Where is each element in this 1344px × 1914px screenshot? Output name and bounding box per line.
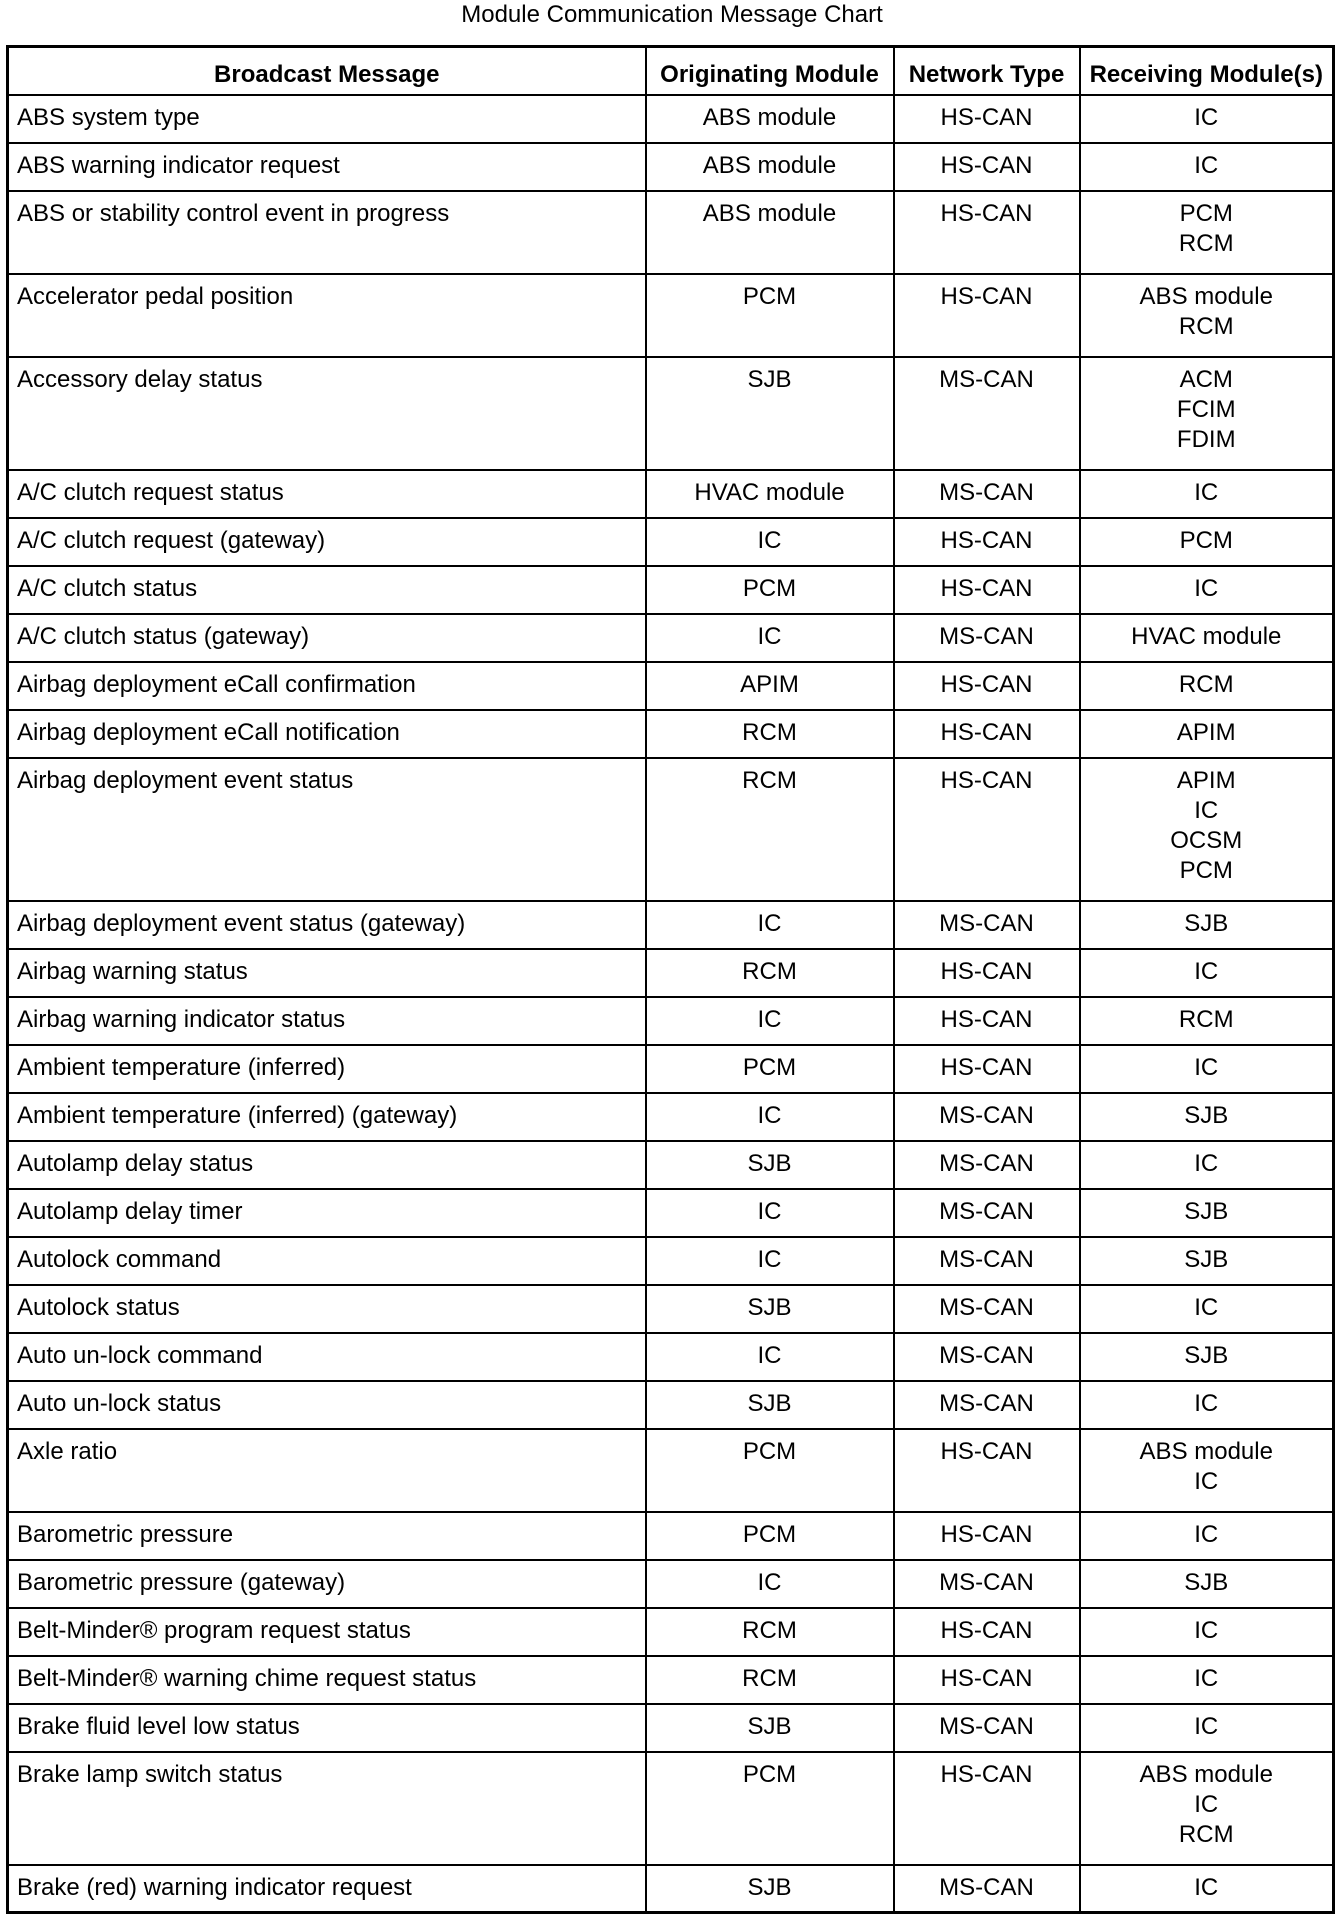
table-row (8, 470, 1334, 518)
receiving-module: SJB (1184, 909, 1229, 937)
table-row (8, 1704, 1334, 1752)
receiving-modules-cell (1080, 901, 1334, 949)
table-row (8, 518, 1334, 566)
network-type-cell: MS-CAN (894, 1093, 1080, 1141)
originating-module-cell: SJB (646, 1141, 894, 1189)
header-broadcast-message: Broadcast Message (8, 47, 646, 95)
originating-module-cell: ABS module (646, 191, 894, 274)
originating-module-cell: RCM (646, 1656, 894, 1704)
originating-module-cell: RCM (646, 1608, 894, 1656)
receiving-modules-cell (1080, 1333, 1334, 1381)
broadcast-message-cell: Autolock status (8, 1285, 646, 1333)
broadcast-message-cell: A/C clutch request status (8, 470, 646, 518)
receiving-module: FCIM (1176, 395, 1236, 423)
receiving-module: ACM (1179, 365, 1233, 393)
table-row (8, 1512, 1334, 1560)
originating-module-cell: PCM (646, 274, 894, 357)
broadcast-message-cell: Barometric pressure (8, 1512, 646, 1560)
originating-module-cell: SJB (646, 1381, 894, 1429)
receiving-module: IC (1194, 1664, 1219, 1692)
chart-title: Module Communication Message Chart (461, 1, 883, 28)
originating-module-cell: IC (646, 1560, 894, 1608)
receiving-module: IC (1194, 1616, 1219, 1644)
receiving-modules-cell (1080, 1512, 1334, 1560)
receiving-modules-cell (1080, 191, 1334, 274)
table-row (8, 566, 1334, 614)
broadcast-message-cell: Autolamp delay status (8, 1141, 646, 1189)
originating-module-cell: PCM (646, 1752, 894, 1865)
network-type-cell: MS-CAN (894, 1560, 1080, 1608)
receiving-module: IC (1194, 1053, 1219, 1081)
table-row (8, 1189, 1334, 1237)
receiving-modules-cell (1080, 758, 1334, 901)
receiving-module: PCM (1179, 526, 1233, 554)
originating-module-cell: IC (646, 1237, 894, 1285)
table-row (8, 1333, 1334, 1381)
receiving-module: IC (1194, 1873, 1219, 1901)
originating-module-cell: RCM (646, 758, 894, 901)
receiving-modules-cell (1080, 710, 1334, 758)
network-type-cell: MS-CAN (894, 901, 1080, 949)
receiving-module: SJB (1184, 1197, 1229, 1225)
network-type-cell: MS-CAN (894, 1285, 1080, 1333)
receiving-modules-cell (1080, 357, 1334, 470)
originating-module-cell: IC (646, 997, 894, 1045)
receiving-modules-cell (1080, 1656, 1334, 1704)
table-row (8, 1285, 1334, 1333)
receiving-modules-cell (1080, 1189, 1334, 1237)
receiving-modules-cell (1080, 566, 1334, 614)
network-type-cell: HS-CAN (894, 758, 1080, 901)
originating-module-cell: IC (646, 1189, 894, 1237)
network-type-cell: HS-CAN (894, 949, 1080, 997)
broadcast-message-cell: Airbag warning indicator status (8, 997, 646, 1045)
originating-module-cell: PCM (646, 1512, 894, 1560)
broadcast-message-cell: Accelerator pedal position (8, 274, 646, 357)
table-row (8, 1093, 1334, 1141)
broadcast-message-cell: Airbag deployment event status (gateway) (8, 901, 646, 949)
receiving-modules-cell (1080, 1704, 1334, 1752)
network-type-cell: HS-CAN (894, 191, 1080, 274)
originating-module-cell: PCM (646, 1045, 894, 1093)
network-type-cell: MS-CAN (894, 1865, 1080, 1913)
originating-module-cell: ABS module (646, 143, 894, 191)
broadcast-message-cell: ABS or stability control event in progress (8, 191, 646, 274)
network-type-cell: MS-CAN (894, 1333, 1080, 1381)
broadcast-message-cell: Airbag deployment eCall confirmation (8, 662, 646, 710)
receiving-modules-cell (1080, 1429, 1334, 1512)
network-type-cell: MS-CAN (894, 357, 1080, 470)
originating-module-cell: SJB (646, 1285, 894, 1333)
network-type-cell: MS-CAN (894, 470, 1080, 518)
header-row (8, 47, 1334, 95)
table-row (8, 274, 1334, 357)
table-row (8, 143, 1334, 191)
broadcast-message-cell: Belt-Minder® program request status (8, 1608, 646, 1656)
network-type-cell: MS-CAN (894, 614, 1080, 662)
receiving-module: PCM (1179, 199, 1233, 227)
table-row (8, 949, 1334, 997)
network-type-cell: MS-CAN (894, 1381, 1080, 1429)
receiving-module: RCM (1178, 229, 1234, 257)
receiving-module: ABS module (1139, 1760, 1273, 1788)
receiving-module: APIM (1176, 766, 1236, 794)
receiving-module: APIM (1176, 718, 1236, 746)
receiving-modules-cell (1080, 1237, 1334, 1285)
receiving-module: IC (1194, 1293, 1219, 1321)
broadcast-message-cell: Auto un-lock status (8, 1381, 646, 1429)
table-row (8, 1429, 1334, 1512)
header-network-type: Network Type (894, 47, 1080, 95)
network-type-cell: MS-CAN (894, 1141, 1080, 1189)
originating-module-cell: SJB (646, 1865, 894, 1913)
receiving-modules-cell (1080, 143, 1334, 191)
receiving-module: IC (1194, 796, 1219, 824)
network-type-cell: HS-CAN (894, 662, 1080, 710)
network-type-cell: HS-CAN (894, 143, 1080, 191)
network-type-cell: HS-CAN (894, 997, 1080, 1045)
table-row (8, 614, 1334, 662)
broadcast-message-cell: Axle ratio (8, 1429, 646, 1512)
receiving-module: FDIM (1176, 425, 1236, 453)
table-body (8, 95, 1334, 1913)
broadcast-message-cell: ABS system type (8, 95, 646, 143)
receiving-module: IC (1194, 151, 1219, 179)
broadcast-message-cell: Airbag deployment event status (8, 758, 646, 901)
receiving-module: IC (1194, 1467, 1219, 1495)
originating-module-cell: PCM (646, 566, 894, 614)
broadcast-message-cell: Brake (red) warning indicator request (8, 1865, 646, 1913)
table-row (8, 901, 1334, 949)
receiving-module: HVAC module (1131, 622, 1282, 650)
table-row (8, 1141, 1334, 1189)
broadcast-message-cell: Ambient temperature (inferred) (8, 1045, 646, 1093)
receiving-modules-cell (1080, 949, 1334, 997)
receiving-module: SJB (1184, 1568, 1229, 1596)
network-type-cell: HS-CAN (894, 1045, 1080, 1093)
table-row (8, 1237, 1334, 1285)
receiving-module: PCM (1179, 856, 1233, 884)
receiving-module: SJB (1184, 1245, 1229, 1273)
originating-module-cell: APIM (646, 662, 894, 710)
receiving-module: RCM (1178, 312, 1234, 340)
network-type-cell: HS-CAN (894, 518, 1080, 566)
network-type-cell: HS-CAN (894, 274, 1080, 357)
receiving-module: IC (1194, 1712, 1219, 1740)
receiving-module: RCM (1178, 1005, 1234, 1033)
table-row (8, 1381, 1334, 1429)
broadcast-message-cell: Brake fluid level low status (8, 1704, 646, 1752)
network-type-cell: HS-CAN (894, 1608, 1080, 1656)
receiving-modules-cell (1080, 1865, 1334, 1913)
originating-module-cell: ABS module (646, 95, 894, 143)
receiving-modules-cell (1080, 1560, 1334, 1608)
broadcast-message-cell: ABS warning indicator request (8, 143, 646, 191)
receiving-module: IC (1194, 1790, 1219, 1818)
network-type-cell: HS-CAN (894, 710, 1080, 758)
receiving-module: IC (1194, 1389, 1219, 1417)
header-originating-module: Originating Module (646, 47, 894, 95)
receiving-module: RCM (1178, 670, 1234, 698)
table-row (8, 191, 1334, 274)
broadcast-message-cell: Belt-Minder® warning chime request status (8, 1656, 646, 1704)
broadcast-message-cell: Airbag warning status (8, 949, 646, 997)
originating-module-cell: RCM (646, 949, 894, 997)
table-row (8, 1560, 1334, 1608)
network-type-cell: MS-CAN (894, 1704, 1080, 1752)
table-row (8, 758, 1334, 901)
originating-module-cell: SJB (646, 1704, 894, 1752)
receiving-modules-cell (1080, 1093, 1334, 1141)
broadcast-message-cell: A/C clutch request (gateway) (8, 518, 646, 566)
receiving-modules-cell (1080, 1608, 1334, 1656)
originating-module-cell: IC (646, 518, 894, 566)
table-row (8, 997, 1334, 1045)
receiving-modules-cell (1080, 274, 1334, 357)
receiving-module: SJB (1184, 1101, 1229, 1129)
originating-module-cell: IC (646, 901, 894, 949)
network-type-cell: MS-CAN (894, 1237, 1080, 1285)
table-row (8, 662, 1334, 710)
header-receiving-modules: Receiving Module(s) (1080, 47, 1334, 95)
receiving-module: IC (1194, 1149, 1219, 1177)
receiving-module: IC (1194, 478, 1219, 506)
originating-module-cell: IC (646, 1333, 894, 1381)
receiving-modules-cell (1080, 95, 1334, 143)
network-type-cell: HS-CAN (894, 1512, 1080, 1560)
table-row (8, 1608, 1334, 1656)
broadcast-message-cell: Auto un-lock command (8, 1333, 646, 1381)
table-row (8, 1656, 1334, 1704)
broadcast-message-cell: Accessory delay status (8, 357, 646, 470)
receiving-module: SJB (1184, 1341, 1229, 1369)
receiving-modules-cell (1080, 1752, 1334, 1865)
receiving-modules-cell (1080, 997, 1334, 1045)
broadcast-message-cell: Barometric pressure (gateway) (8, 1560, 646, 1608)
receiving-module: RCM (1178, 1820, 1234, 1848)
network-type-cell: HS-CAN (894, 1656, 1080, 1704)
table-row (8, 1865, 1334, 1913)
originating-module-cell: SJB (646, 357, 894, 470)
broadcast-message-cell: A/C clutch status (8, 566, 646, 614)
broadcast-message-cell: Ambient temperature (inferred) (gateway) (8, 1093, 646, 1141)
table-row (8, 1752, 1334, 1865)
receiving-module: IC (1194, 957, 1219, 985)
broadcast-message-cell: A/C clutch status (gateway) (8, 614, 646, 662)
message-chart-table (6, 45, 1335, 1914)
receiving-modules-cell (1080, 518, 1334, 566)
receiving-modules-cell (1080, 1141, 1334, 1189)
receiving-module: ABS module (1139, 282, 1273, 310)
table-row (8, 710, 1334, 758)
receiving-module: IC (1194, 1520, 1219, 1548)
receiving-modules-cell (1080, 470, 1334, 518)
network-type-cell: HS-CAN (894, 566, 1080, 614)
originating-module-cell: HVAC module (646, 470, 894, 518)
receiving-modules-cell (1080, 1045, 1334, 1093)
receiving-module: IC (1194, 103, 1219, 131)
network-type-cell: MS-CAN (894, 1189, 1080, 1237)
table-row (8, 1045, 1334, 1093)
broadcast-message-cell: Autolock command (8, 1237, 646, 1285)
broadcast-message-cell: Airbag deployment eCall notification (8, 710, 646, 758)
broadcast-message-cell: Brake lamp switch status (8, 1752, 646, 1865)
receiving-modules-cell (1080, 662, 1334, 710)
network-type-cell: HS-CAN (894, 95, 1080, 143)
receiving-module: ABS module (1139, 1437, 1273, 1465)
receiving-modules-cell (1080, 1381, 1334, 1429)
originating-module-cell: IC (646, 614, 894, 662)
originating-module-cell: PCM (646, 1429, 894, 1512)
table-row (8, 95, 1334, 143)
network-type-cell: HS-CAN (894, 1429, 1080, 1512)
originating-module-cell: IC (646, 1093, 894, 1141)
originating-module-cell: RCM (646, 710, 894, 758)
network-type-cell: HS-CAN (894, 1752, 1080, 1865)
table-row (8, 357, 1334, 470)
broadcast-message-cell: Autolamp delay timer (8, 1189, 646, 1237)
receiving-modules-cell (1080, 614, 1334, 662)
receiving-module: OCSM (1170, 826, 1243, 854)
receiving-module: IC (1194, 574, 1219, 602)
receiving-modules-cell (1080, 1285, 1334, 1333)
